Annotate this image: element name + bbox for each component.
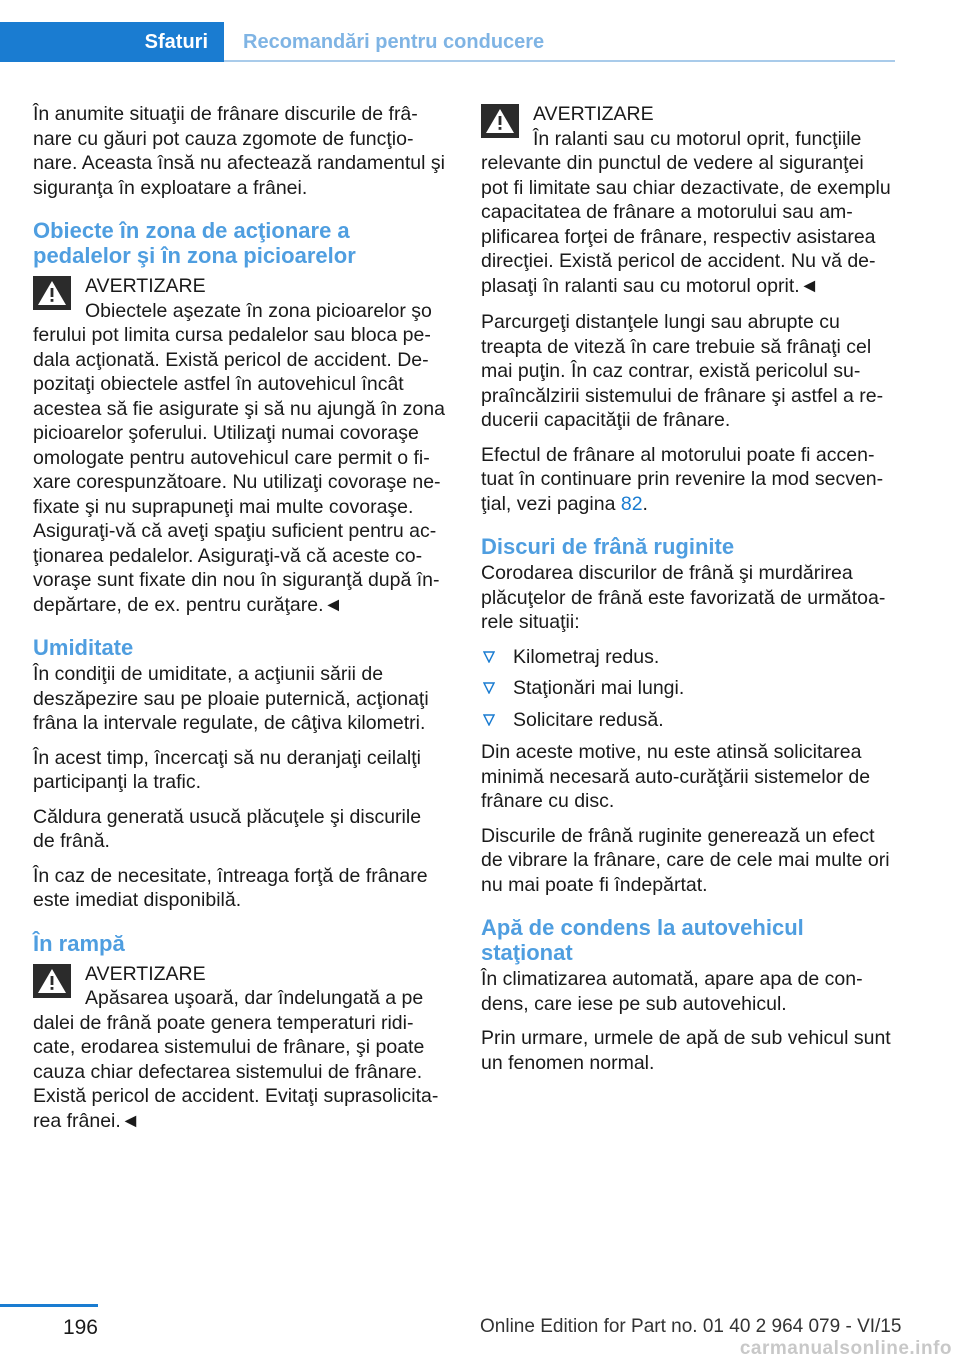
humidity-paragraph-2: În acest timp, încercaţi să nu deranjaţi ceilalţi participanţi la trafic.	[33, 746, 422, 793]
list-item-text: Staţionări mai lungi.	[513, 677, 685, 699]
list-item	[481, 645, 896, 670]
footer-rule	[0, 1304, 98, 1307]
page-reference-link[interactable]: 82	[620, 492, 643, 515]
rust-paragraph-3: Discurile de frână ruginite generează un efect de vibrare la frânare, care de cele mai multe ori nu mai poate fi îndepărtat.	[481, 824, 890, 896]
rust-paragraph-1: Corodarea discurilor de frână şi murdărirea plăcuţelor de frână este favorizată de următoarele situaţii:	[481, 562, 886, 633]
list-item	[481, 676, 896, 701]
bullet-triangle-icon	[483, 714, 495, 726]
right-column	[481, 102, 896, 1085]
warning-text-first-line: În ralanti sau cu motorul oprit, funcţiile	[533, 127, 862, 150]
rust-paragraph-2: Din aceste motive, nu este atinsă solicitarea minimă necesară auto-curăţării sistemelor de frânare cu disc.	[481, 741, 871, 812]
humidity-paragraph-4: În caz de necesitate, întreaga forţă de frânare este imediat disponibilă.	[33, 864, 428, 911]
engine-braking-paragraph	[481, 443, 896, 517]
warning-text-first-line: Obiectele aşezate în zona picioarelor şo	[85, 299, 432, 322]
humidity-paragraph-3: Căldura generată usucă plăcuţele şi discurile de frână.	[33, 805, 422, 852]
warning-block-idle	[481, 102, 896, 298]
heading-humidity: Umiditate	[33, 635, 134, 660]
section-tab: Sfaturi	[0, 22, 224, 62]
list-item-text: Kilometraj redus.	[513, 645, 660, 668]
warning-text	[481, 127, 896, 299]
warning-triangle-icon	[33, 964, 71, 998]
engine-braking-text: Efectul de frânare al motorului poate fi accentuat în continuare prin revenire la mod secvenţial, vezi pagina	[481, 443, 884, 515]
descent-paragraph: Parcurgeţi distanţele lungi sau abrupte cu treapta de viteză în care trebuie să frânaţi cel mai puţin. În caz contrar, există pericolul supraîncălzirii sistemului de frânare şi astfel a reducerii capacităţii de frânare.	[481, 311, 884, 431]
warning-triangle-icon	[481, 104, 519, 138]
intro-paragraph: În anumite situaţii de frânare discurile de frânare cu găuri pot cauza zgomote de funcţionare. Aceasta însă nu afectează randamentul şi siguranţa în exploatare a frânei.	[33, 103, 445, 199]
warning-block-pedals	[33, 274, 448, 617]
warning-title: AVERTIZARE	[85, 962, 206, 985]
heading-ramp: În rampă	[33, 930, 125, 956]
rust-conditions-list	[481, 645, 896, 733]
warning-text-rest: dalei de frână poate genera temperaturi ridicate, erodarea sistemului de frânare, şi poate cauza chiar defectarea sistemului de frânare. Există pericol de accident. Evitaţi suprasolicitarea frânei.◄	[33, 1011, 439, 1132]
warning-title: AVERTIZARE	[85, 275, 206, 297]
watermark: carmanualsonline.info	[739, 1338, 952, 1359]
heading-rusty-discs: Discuri de frână ruginite	[481, 534, 735, 559]
page-header	[0, 22, 895, 62]
warning-text-rest: relevante din punctul de vedere al siguranţei pot fi limitate sau chiar dezactivate, de exemplu capacitatea de frânare a motorului sau amplificarea forţei de frânare, respectiv asistarea direcţiei. Există pericol de accident. Nu vă deplasaţi în ralanti sau cu motorul oprit.◄	[481, 152, 891, 297]
condensation-paragraph-1: În climatizarea automată, apare apa de condens, care iese pe sub autovehicul.	[481, 968, 863, 1015]
humidity-paragraph-1: În condiţii de umiditate, a acţiunii sării de deszăpezire sau pe ploaie puternică, acţionaţi frâna la intervale regulate, de câţiva kilometri.	[33, 663, 429, 734]
chapter-title: Recomandări pentru conducere	[243, 31, 545, 53]
bullet-triangle-icon	[483, 682, 495, 694]
left-column	[33, 102, 448, 1145]
warning-triangle-icon	[33, 276, 71, 310]
warning-text	[33, 986, 448, 1133]
condensation-paragraph-2: Prin urmare, urmele de apă de sub vehicul sunt un fenomen normal.	[481, 1027, 891, 1074]
warning-title: AVERTIZARE	[533, 103, 654, 125]
page-number: 196	[62, 1316, 98, 1339]
engine-braking-end: .	[642, 492, 648, 515]
heading-pedals: Obiecte în zona de acţionare a pedalelor şi în zona picioarelor	[33, 218, 356, 268]
warning-text	[33, 299, 448, 618]
warning-block-ramp	[33, 962, 448, 1134]
warning-text-rest: ferului pot limita cursa pedalelor sau bloca pedala acţionată. Există pericol de accident. Depozitaţi obiectele astfel în autovehicul încât acestea să fie asigurate şi să nu ajungă în zona picioarelor şoferului. Utilizaţi numai covoraşe omologate pentru autovehicul care permit o fixare corespunzătoare. Nu utilizaţi covoraşe nefixate şi nu suprapuneţi mai multe covoraşe. Asiguraţi-vă că aveţi spaţiu suficient pentru acţionarea pedalelor. Asiguraţi-vă că aceste covoraşe sunt fixate din nou în siguranţă după îndepărtare, de ex. pentru curăţare.◄	[33, 324, 445, 616]
heading-condensation: Apă de condens la autovehicul staţionat	[481, 915, 804, 965]
bullet-triangle-icon	[483, 651, 495, 663]
list-item	[481, 708, 896, 733]
list-item-text: Solicitare redusă.	[513, 708, 664, 731]
warning-text-first-line: Apăsarea uşoară, dar îndelungată a pe	[85, 987, 424, 1009]
edition-note: Online Edition for Part no. 01 40 2 964 079 - VI/15	[480, 1316, 902, 1337]
header-divider	[224, 60, 895, 62]
